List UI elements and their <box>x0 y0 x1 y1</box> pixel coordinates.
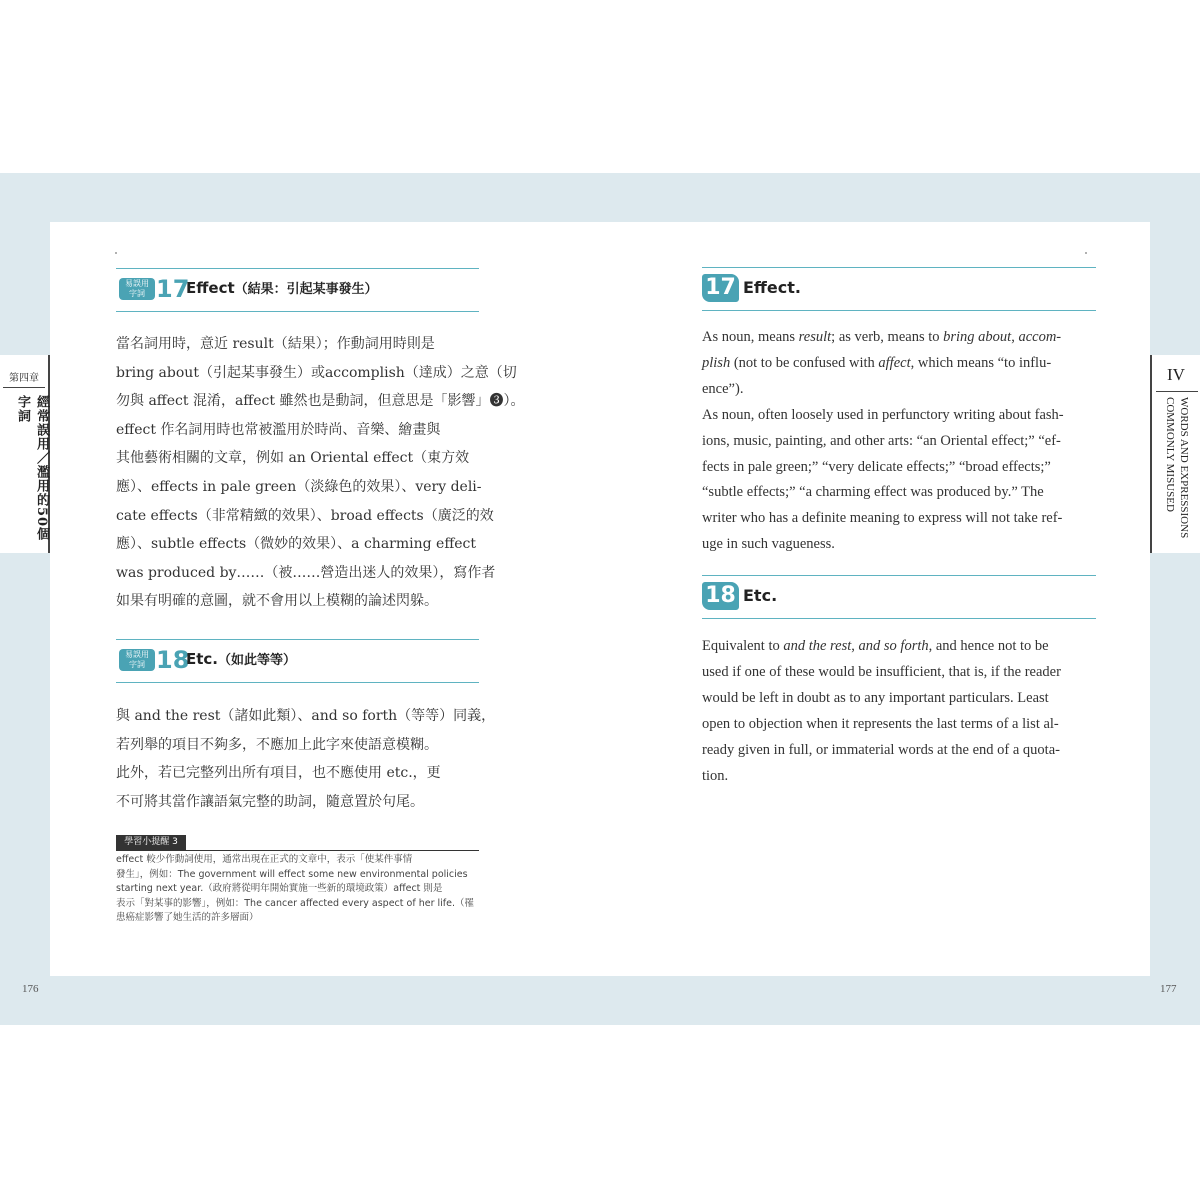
chapter-roman-numeral: IV <box>1167 365 1185 384</box>
text-line: 應）、effects in pale green（淡綠色的效果）、very deli- <box>116 478 482 495</box>
misused-word-badge: 易誤用 字詞 <box>119 649 155 671</box>
text-line: tion. <box>702 767 729 784</box>
text-line: used if one of these would be insufficient, that is, if the reader <box>702 663 1061 680</box>
text-line: 此外，若已完整列出所有項目，也不應使用 etc.，更 <box>116 765 441 782</box>
text-line: As noun, often loosely used in perfunctory writing about fash- <box>702 406 1064 423</box>
text-line: 與 and the rest（諸如此類）、and so forth（等等）同義， <box>116 708 496 724</box>
text-line: 當名詞用時，意近 result（結果）；作動詞用時則是 <box>116 336 435 352</box>
text-line: ence”). <box>702 380 744 397</box>
text-line: 其他藝術相關的文章，例如 an Oriental effect（東方效 <box>116 450 470 467</box>
text-line: open to objection when it represents the last terms of a list al- <box>702 715 1059 732</box>
text-line: cate effects（非常精緻的效果）、broad effects（廣泛的效 <box>116 507 494 524</box>
chapter-label: 第四章 <box>9 373 39 384</box>
text-line: writer who has a definite meaning to express will not take ref- <box>702 510 1063 527</box>
entry-heading-18-zh <box>116 639 479 683</box>
entry-17-zh-body <box>116 330 525 616</box>
page-number-left: 176 <box>22 983 39 995</box>
text-line: bring about（引起某事發生）或accomplish（達成）之意（切 <box>116 364 517 381</box>
text-line: As noun, means result; as verb, means to bring about, accom- <box>702 329 1062 345</box>
entry-heading-18-en <box>702 575 1096 619</box>
text-line: was produced by……（被……營造出迷人的效果），寫作者 <box>116 564 496 581</box>
chapter-title-line2: COMMONLY MISUSED <box>1164 397 1176 512</box>
text-line: ions, music, painting, and other arts: “an Oriental effect;” “ef- <box>702 432 1061 449</box>
page-dot <box>1085 252 1087 254</box>
tab-divider <box>3 387 45 388</box>
text-line: 不可將其當作讓語氣完整的助詞，隨意置於句尾。 <box>116 793 424 810</box>
tip-label: 學習小提醒 3 <box>116 835 186 850</box>
text-line: effect 作名詞用時也常被濫用於時尚、音樂、繪畫與 <box>116 421 441 438</box>
chapter-title-line1: WORDS AND EXPRESSIONS <box>1178 397 1190 539</box>
text-line: would be left in doubt as to any important particulars. Least <box>702 689 1049 706</box>
misused-word-badge: 易誤用 字詞 <box>119 278 155 300</box>
entry-heading-17-zh <box>116 268 479 312</box>
text-line: 發生」，例如：The government will effect some new environmental policies <box>116 868 468 880</box>
entry-number: 17 <box>156 275 190 303</box>
chapter-title-vertical: 經常誤用／濫用的50個字詞 <box>15 395 49 542</box>
tab-divider <box>1156 391 1198 392</box>
text-line: fects in pale green;” “very delicate effects;” “broad effects;” <box>702 458 1051 475</box>
text-line: 如果有明確的意圖，就不會用以上模糊的論述閃躲。 <box>116 593 438 610</box>
text-line: 勿與 affect 混淆，affect 雖然也是動詞，但意思是「影響」❸）。 <box>116 393 525 410</box>
text-line: uge in such vagueness. <box>702 536 835 553</box>
entry-heading-17-en <box>702 267 1096 311</box>
text-line: effect 較少作動詞使用，通常出現在正式的文章中，表示「使某件事情 <box>116 854 413 865</box>
text-line: 若列舉的項目不夠多，不應加上此字來使語意模糊。 <box>116 736 438 753</box>
entry-17-en-body <box>702 325 1096 558</box>
text-line: ready given in full, or immaterial words at the end of a quota- <box>702 741 1060 758</box>
page-dot <box>115 252 117 254</box>
text-line: “subtle effects;” “a charming effect was produced by.” The <box>702 484 1044 501</box>
entry-number-badge: 18 <box>702 582 739 610</box>
text-line: starting next year.（政府將從明年開始實施一些新的環境政策）affect 則是 <box>116 883 443 894</box>
entry-title: Etc. <box>743 586 778 605</box>
entry-title: Effect. <box>743 278 801 297</box>
text-line: 患癌症影響了她生活的許多層面） <box>116 912 259 923</box>
entry-number-badge: 17 <box>702 274 739 302</box>
entry-title: Etc.（如此等等） <box>186 650 297 668</box>
tip-body <box>116 853 479 926</box>
entry-18-zh-body <box>116 702 496 816</box>
text-line: plish (not to be confused with affect, which means “to influ- <box>702 354 1052 371</box>
text-line: 應）、subtle effects（微妙的效果）、a charming effect <box>116 536 477 553</box>
text-line: 表示「對某事的影響」，例如：The cancer affected every aspect of her life.（罹 <box>116 897 474 909</box>
tip-header <box>116 835 479 851</box>
entry-number: 18 <box>156 646 190 674</box>
chapter-side-tab-english <box>1150 355 1200 553</box>
chapter-side-tab <box>0 355 50 553</box>
text-line: Equivalent to and the rest, and so forth, and hence not to be <box>702 638 1049 654</box>
page-number-right: 177 <box>1160 983 1177 995</box>
entry-title: Effect（結果：引起某事發生） <box>186 279 378 297</box>
entry-18-en-body <box>702 634 1096 789</box>
